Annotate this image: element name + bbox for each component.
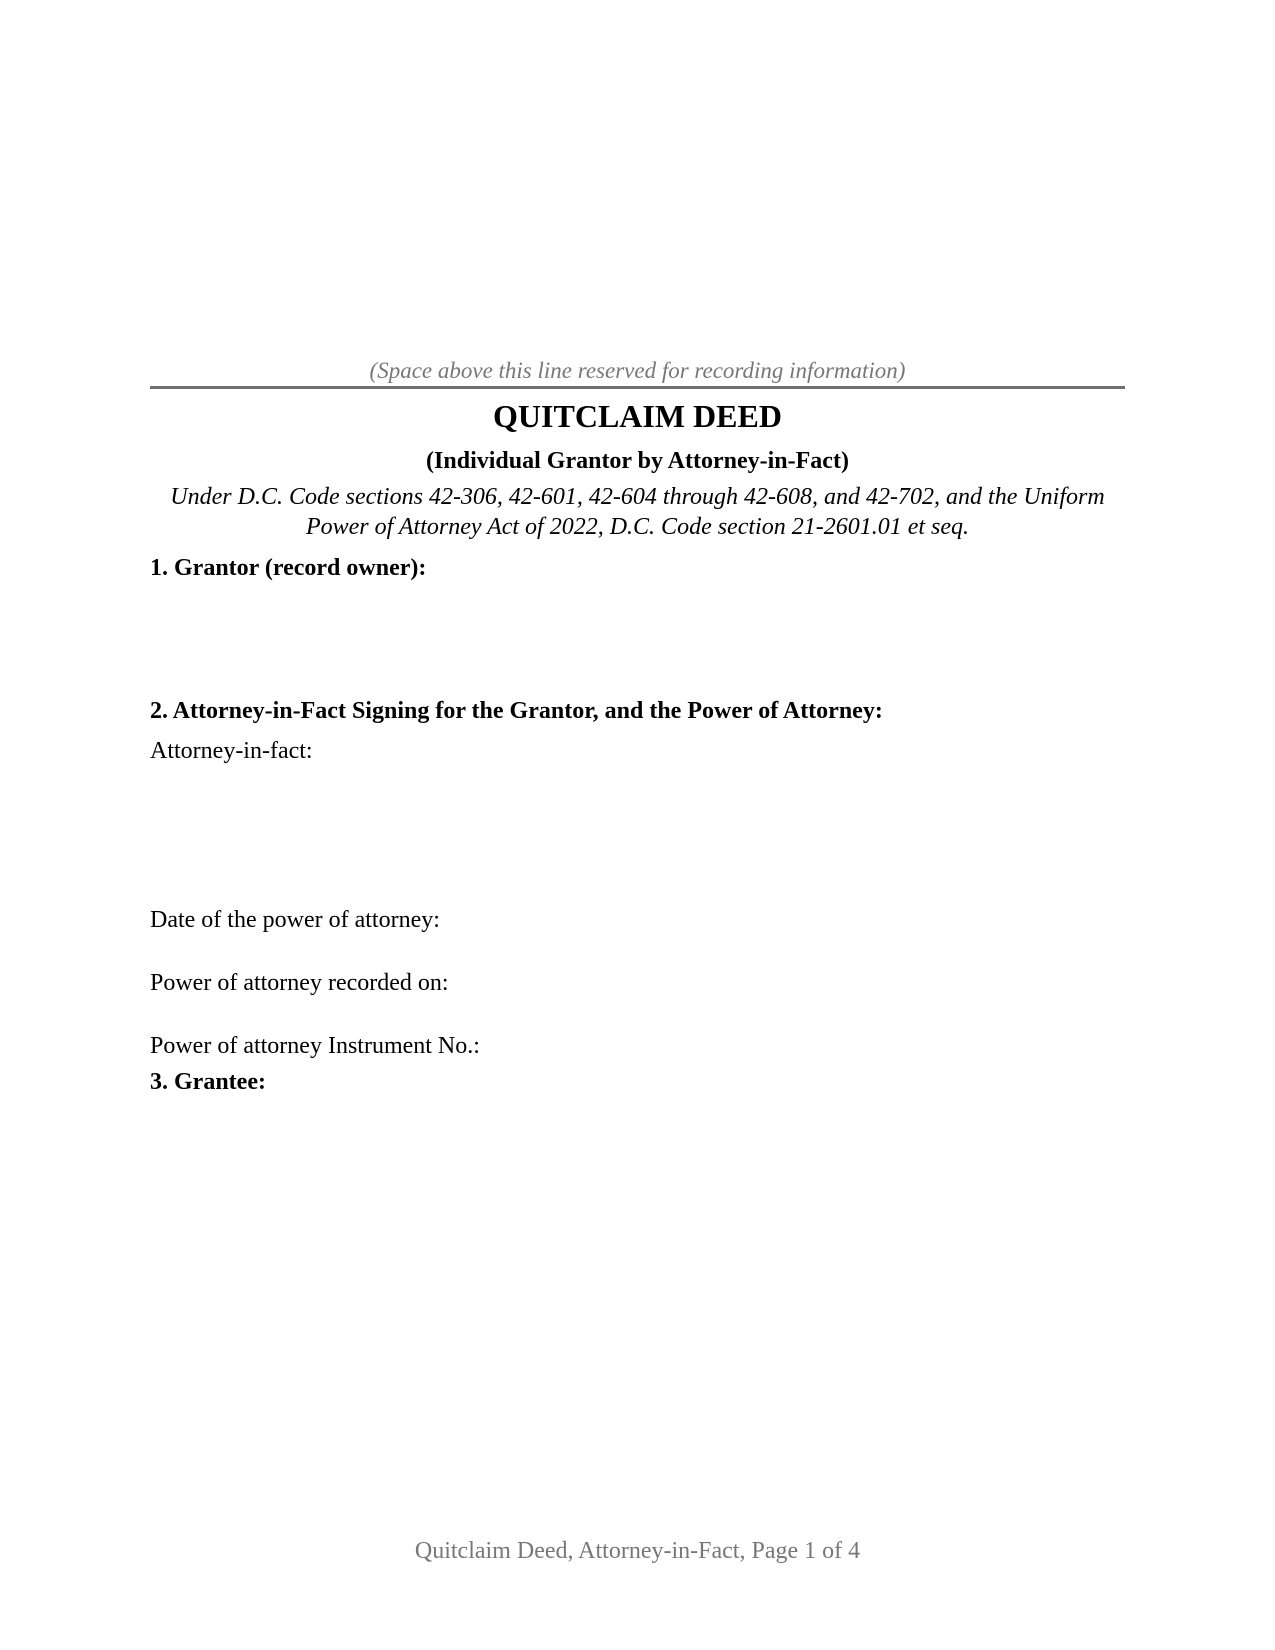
section-grantor-heading: 1. Grantor (record owner): bbox=[150, 555, 427, 581]
poa-instrument-label: Power of attorney Instrument No.: bbox=[150, 1033, 480, 1059]
section-grantee-heading: 3. Grantee: bbox=[150, 1069, 266, 1095]
document-page bbox=[150, 0, 1125, 1650]
document-subtitle: (Individual Grantor by Attorney-in-Fact) bbox=[426, 448, 849, 474]
poa-recorded-label: Power of attorney recorded on: bbox=[150, 970, 449, 996]
attorney-in-fact-label: Attorney-in-fact: bbox=[150, 738, 313, 764]
poa-date-label: Date of the power of attorney: bbox=[150, 907, 440, 933]
statutory-authority bbox=[150, 482, 1125, 542]
recording-reserved-note: (Space above this line reserved for recording information) bbox=[369, 358, 906, 383]
statutory-authority-line-1: Under D.C. Code sections 42-306, 42-601, 42-604 through 42-608, and 42-702, and the Uniform bbox=[170, 484, 1105, 510]
document-title: QUITCLAIM DEED bbox=[493, 398, 782, 434]
section-attorney-heading: 2. Attorney-in-Fact Signing for the Grantor, and the Power of Attorney: bbox=[150, 698, 883, 724]
statutory-authority-line-2: Power of Attorney Act of 2022, D.C. Code section 21-2601.01 et seq. bbox=[305, 514, 970, 540]
page-footer: Quitclaim Deed, Attorney-in-Fact, Page 1 of 4 bbox=[414, 1538, 861, 1564]
recording-divider-line bbox=[150, 386, 1125, 389]
